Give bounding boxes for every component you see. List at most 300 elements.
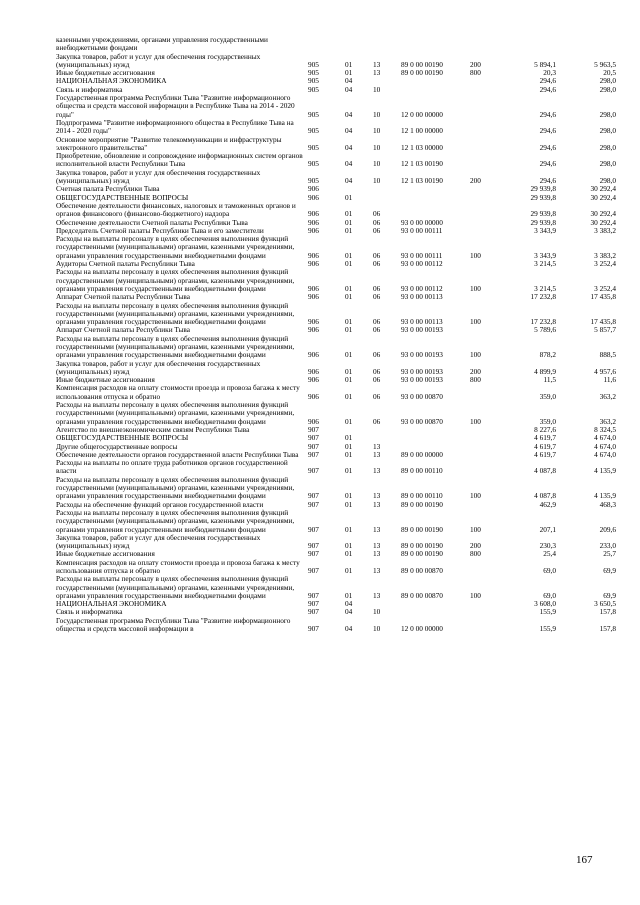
row-subsection: 06 xyxy=(373,260,381,269)
row-ved: 905 xyxy=(308,126,319,136)
table-row xyxy=(56,260,616,268)
row-section: 01 xyxy=(345,550,353,559)
row-amount-year2: 3 650,5 xyxy=(594,600,616,609)
table-row xyxy=(56,293,616,301)
row-ved: 907 xyxy=(308,566,319,575)
row-name: Приобретение, обновление и сопровождение информационных систем органов исполнительной власти Республики Тыва xyxy=(56,152,303,169)
row-subsection xyxy=(373,194,401,202)
row-ved: 906 xyxy=(308,350,319,360)
row-name: Расходы на выплаты персоналу в целях обеспечения выполнения функций государственными (муниципальными) органами, казенными учреждениями, органами управления государственными внебюджетными фондами xyxy=(56,401,295,426)
row-amount-year1: 207,1 xyxy=(539,524,556,534)
row-name: Подпрограмма "Развитие информационного общества в Республике Тыва на 2014 - 2020 годы" xyxy=(56,118,294,136)
row-name: Компенсация расходов на оплату стоимости проезда и провоза багажа к месту использования отпуска и обратно xyxy=(56,384,300,401)
row-name: Обеспечение деятельности органов государственной власти Республики Тыва xyxy=(56,450,299,459)
row-target-article: 93 0 00 00112 xyxy=(401,260,443,269)
row-amount-year2: 17 435,8 xyxy=(590,317,616,327)
row-section: 04 xyxy=(345,77,353,86)
row-expense-type xyxy=(470,293,503,301)
row-name: Расходы на выплаты персоналу в целях обеспечения выполнения функций государственными (муниципальными) органами, казенными учреждениями, органами управления государственными внебюджетными фондами xyxy=(56,235,295,260)
row-subsection: 06 xyxy=(373,250,381,260)
row-name: Расходы на обеспечение функций органов государственной власти xyxy=(56,500,264,509)
row-name: Счетная палата Республики Тыва xyxy=(56,185,160,194)
row-target-article xyxy=(401,600,470,608)
row-target-article: 12 1 03 00000 xyxy=(401,142,443,152)
row-expense-type xyxy=(470,119,503,136)
row-amount-year2: 298,0 xyxy=(599,176,616,186)
row-section: 01 xyxy=(345,541,353,551)
row-subsection: 13 xyxy=(373,466,381,476)
table-row xyxy=(56,559,616,576)
row-amount-year1: 4 619,7 xyxy=(534,442,556,451)
row-subsection: 06 xyxy=(373,391,381,401)
row-name: Аппарат Счетной палаты Республики Тыва xyxy=(56,293,191,302)
row-section: 01 xyxy=(345,566,353,575)
table-row xyxy=(56,434,616,442)
table-row xyxy=(56,451,616,459)
row-amount-year1: 155,9 xyxy=(539,624,556,634)
row-section: 01 xyxy=(345,293,353,302)
row-name: Расходы на выплаты по оплате труда работников органов государственной власти xyxy=(56,459,288,476)
row-target-article: 12 0 00 00000 xyxy=(401,624,443,634)
row-amount-year1: 294,6 xyxy=(539,126,556,136)
row-amount-year1: 29 939,8 xyxy=(530,209,556,219)
row-name: Расходы на выплаты персоналу в целях обеспечения выполнения функций государственными (муниципальными) органами, казенными учреждениями, органами управления государственными внебюджетными фондами xyxy=(56,301,295,327)
table-row xyxy=(56,617,616,634)
row-name: Другие общегосударственные вопросы xyxy=(56,442,178,451)
row-amount-year2: 363,2 xyxy=(599,416,616,426)
row-subsection xyxy=(373,426,401,434)
row-section: 04 xyxy=(345,624,353,634)
row-name: Агентство по внешнеэкономическим связям Республики Тыва xyxy=(56,425,250,434)
row-amount-year2: 298,0 xyxy=(599,77,616,86)
row-ved xyxy=(308,36,345,53)
row-ved: 906 xyxy=(308,391,319,401)
row-section: 01 xyxy=(345,416,353,426)
row-subsection: 06 xyxy=(373,350,381,360)
row-subsection: 10 xyxy=(373,608,381,617)
row-expense-type xyxy=(470,202,503,219)
row-expense-type: 200 xyxy=(470,176,481,186)
row-subsection: 13 xyxy=(373,541,381,551)
row-subsection: 06 xyxy=(373,366,381,376)
row-target-article: 93 0 00 00111 xyxy=(401,250,443,260)
row-expense-type: 100 xyxy=(470,250,481,260)
row-amount-year2: 30 292,4 xyxy=(590,185,616,194)
row-amount-year2: 5 857,7 xyxy=(594,326,616,335)
row-subsection: 06 xyxy=(373,209,381,219)
row-expense-type: 200 xyxy=(470,59,481,69)
row-name: Расходы на выплаты персоналу в целях обеспечения выполнения функций государственными (муниципальными) органами, казенными учреждениями, органами управления государственными внебюджетными фондами xyxy=(56,575,295,600)
table-row xyxy=(56,509,616,534)
row-ved: 906 xyxy=(308,293,319,302)
row-amount-year2: 4 674,0 xyxy=(594,442,616,451)
row-target-article: 93 0 00 00193 xyxy=(401,366,443,376)
row-name: Закупка товаров, работ и услуг для обеспечения государственных (муниципальных) нужд xyxy=(56,168,261,186)
row-name: Основное мероприятие "Развитие телекоммуникации и инфраструктуры электронного правительства" xyxy=(56,135,282,152)
row-ved: 906 xyxy=(308,250,319,260)
row-amount-year1: 5 894,1 xyxy=(534,59,556,69)
row-section: 04 xyxy=(345,608,353,617)
row-subsection: 10 xyxy=(373,109,381,119)
row-ved: 906 xyxy=(308,326,319,335)
row-target-article: 93 0 00 00193 xyxy=(401,326,443,335)
row-ved: 906 xyxy=(308,185,319,194)
row-amount-year2: 25,7 xyxy=(603,550,616,559)
row-section xyxy=(345,426,373,434)
row-section: 01 xyxy=(345,209,353,219)
row-target-article: 12 1 03 00190 xyxy=(401,159,443,169)
row-target-article xyxy=(401,426,470,434)
row-target-article: 93 0 00 00113 xyxy=(401,293,443,302)
row-target-article: 89 0 00 00870 xyxy=(401,566,443,575)
row-amount-year1: 5 789,6 xyxy=(534,326,556,335)
table-row xyxy=(56,384,616,401)
row-subsection: 13 xyxy=(373,590,381,600)
row-section: 01 xyxy=(345,590,353,600)
row-expense-type: 800 xyxy=(470,376,481,385)
row-section: 01 xyxy=(345,59,353,69)
row-expense-type xyxy=(470,443,503,451)
row-amount-year2: 363,2 xyxy=(599,391,616,401)
row-amount-year1: 294,6 xyxy=(539,85,556,94)
row-subsection: 06 xyxy=(373,293,381,302)
row-expense-type: 200 xyxy=(470,366,481,376)
row-expense-type xyxy=(470,434,503,442)
row-expense-type xyxy=(470,260,503,268)
table-row xyxy=(56,94,616,119)
row-ved: 906 xyxy=(308,193,319,202)
row-target-article xyxy=(401,77,470,85)
row-subsection: 06 xyxy=(373,416,381,426)
row-section: 01 xyxy=(345,260,353,269)
row-expense-type xyxy=(470,501,503,509)
row-amount-year2: 4 674,0 xyxy=(594,434,616,443)
row-name: Аудиторы Счетной палаты Республики Тыва xyxy=(56,260,195,269)
row-section: 04 xyxy=(345,85,353,94)
row-ved: 906 xyxy=(308,283,319,293)
row-ved: 905 xyxy=(308,159,319,169)
row-amount-year1: 230,3 xyxy=(539,541,556,551)
row-ved: 905 xyxy=(308,69,319,78)
row-target-article: 89 0 00 00190 xyxy=(401,500,443,509)
row-amount-year2: 30 292,4 xyxy=(590,218,616,227)
row-subsection: 13 xyxy=(373,450,381,459)
row-expense-type xyxy=(470,219,503,227)
table-row xyxy=(56,86,616,94)
row-amount-year2: 298,0 xyxy=(599,109,616,119)
row-amount-year2: 17 435,8 xyxy=(590,293,616,302)
row-expense-type: 100 xyxy=(470,590,481,600)
row-target-article: 93 0 00 00193 xyxy=(401,350,443,360)
row-ved: 907 xyxy=(308,466,319,476)
row-name: Закупка товаров, работ и услуг для обеспечения государственных (муниципальных) нужд xyxy=(56,533,261,551)
table-row xyxy=(56,202,616,219)
row-amount-year2: 5 963,5 xyxy=(594,59,616,69)
row-ved: 905 xyxy=(308,77,319,86)
row-name: Иные бюджетные ассигнования xyxy=(56,376,155,385)
row-target-article: 89 0 00 00110 xyxy=(401,466,443,476)
row-amount-year1: 3 214,5 xyxy=(534,260,556,269)
row-target-article: 93 0 00 00113 xyxy=(401,317,443,327)
row-expense-type: 100 xyxy=(470,350,481,360)
budget-table xyxy=(56,36,616,633)
table-row xyxy=(56,534,616,551)
row-amount-year2: 3 383,2 xyxy=(594,250,616,260)
row-section: 04 xyxy=(345,176,353,186)
row-target-article: 89 0 00 00000 xyxy=(401,450,443,459)
row-amount-year1: 29 939,8 xyxy=(530,193,556,202)
row-subsection: 10 xyxy=(373,624,381,634)
row-subsection: 06 xyxy=(373,226,381,235)
row-amount-year2: 30 292,4 xyxy=(590,193,616,202)
table-row xyxy=(56,326,616,334)
row-subsection: 06 xyxy=(373,283,381,293)
row-ved: 905 xyxy=(308,176,319,186)
table-row xyxy=(56,575,616,600)
row-amount-year1: 294,6 xyxy=(539,109,556,119)
row-ved: 906 xyxy=(308,376,319,385)
row-ved: 906 xyxy=(308,366,319,376)
row-ved: 907 xyxy=(308,550,319,559)
row-section: 01 xyxy=(345,69,353,78)
row-target-article xyxy=(401,434,470,442)
row-amount-year1: 294,6 xyxy=(539,142,556,152)
row-expense-type: 100 xyxy=(470,524,481,534)
row-target-article xyxy=(401,185,470,193)
row-section: 01 xyxy=(345,434,353,443)
row-ved: 906 xyxy=(308,209,319,219)
row-ved: 907 xyxy=(308,450,319,459)
table-row xyxy=(56,119,616,136)
row-target-article: 93 0 00 00870 xyxy=(401,391,443,401)
table-row xyxy=(56,501,616,509)
row-amount-year2: 298,0 xyxy=(599,142,616,152)
row-amount-year2: 4 135,9 xyxy=(594,466,616,476)
row-amount-year1: 294,6 xyxy=(539,176,556,186)
row-amount-year2: 298,0 xyxy=(599,159,616,169)
row-amount-year1: 3 214,5 xyxy=(534,283,556,293)
row-expense-type xyxy=(470,559,503,576)
row-section: 01 xyxy=(345,524,353,534)
row-ved: 907 xyxy=(308,434,319,443)
table-row xyxy=(56,459,616,476)
row-subsection: 06 xyxy=(373,376,381,385)
row-target-article: 89 0 00 00190 xyxy=(401,524,443,534)
row-section: 04 xyxy=(345,126,353,136)
row-amount-year2: 69,9 xyxy=(603,566,616,575)
row-name: казенными учреждениями, органами управления государственными внебюджетными фондами xyxy=(56,36,268,53)
row-amount-year2: 157,8 xyxy=(599,608,616,617)
row-amount-year2: 20,5 xyxy=(603,69,616,78)
table-row xyxy=(56,194,616,202)
row-ved: 907 xyxy=(308,600,319,609)
row-subsection: 06 xyxy=(373,326,381,335)
row-section: 01 xyxy=(345,193,353,202)
row-amount-year1: 294,6 xyxy=(539,159,556,169)
table-row xyxy=(56,401,616,426)
row-ved: 906 xyxy=(308,260,319,269)
row-section: 04 xyxy=(345,600,353,609)
table-row xyxy=(56,219,616,227)
row-subsection xyxy=(373,77,401,85)
row-amount-year1: 359,0 xyxy=(539,391,556,401)
row-amount-year1: 3 343,9 xyxy=(534,226,556,235)
row-expense-type xyxy=(470,77,503,85)
row-amount-year1: 4 087,8 xyxy=(534,466,556,476)
row-amount-year2: 888,5 xyxy=(599,350,616,360)
row-section: 01 xyxy=(345,450,353,459)
row-amount-year2: 209,6 xyxy=(599,524,616,534)
row-ved: 906 xyxy=(308,218,319,227)
row-amount-year1: 4 899,9 xyxy=(534,366,556,376)
row-expense-type: 100 xyxy=(470,491,481,501)
row-section: 01 xyxy=(345,283,353,293)
row-name: Аппарат Счетной палаты Республики Тыва xyxy=(56,326,191,335)
row-amount-year2: 3 252,4 xyxy=(594,283,616,293)
row-section: 01 xyxy=(345,391,353,401)
row-expense-type xyxy=(470,600,503,608)
table-row xyxy=(56,77,616,85)
row-name: Государственная программа Республики Тыва "Развитие информационного общества и средств массовой информации в xyxy=(56,616,291,634)
row-amount-year1: 17 232,8 xyxy=(530,317,556,327)
row-amount-year2: 3 252,4 xyxy=(594,260,616,269)
row-target-article xyxy=(401,194,470,202)
row-expense-type xyxy=(470,185,503,193)
row-subsection: 06 xyxy=(373,218,381,227)
row-amount-year2: 157,8 xyxy=(599,624,616,634)
row-section: 01 xyxy=(345,226,353,235)
row-subsection: 13 xyxy=(373,442,381,451)
row-expense-type: 800 xyxy=(470,550,481,559)
row-name: Компенсация расходов на оплату стоимости проезда и провоза багажа к месту использования отпуска и обратно xyxy=(56,558,300,575)
table-row xyxy=(56,550,616,558)
row-amount-year1: 3 343,9 xyxy=(534,250,556,260)
table-row xyxy=(56,376,616,384)
table-row xyxy=(56,36,616,53)
row-subsection: 06 xyxy=(373,317,381,327)
row-target-article: 89 0 00 00190 xyxy=(401,541,443,551)
table-row xyxy=(56,426,616,434)
row-expense-type xyxy=(470,426,503,434)
row-target-article: 89 0 00 00870 xyxy=(401,590,443,600)
row-expense-type xyxy=(470,459,503,476)
row-section: 01 xyxy=(345,317,353,327)
row-target-article: 93 0 00 00111 xyxy=(401,226,443,235)
row-amount-year2: 4 674,0 xyxy=(594,450,616,459)
row-subsection: 10 xyxy=(373,85,381,94)
row-target-article xyxy=(401,36,470,53)
table-row xyxy=(56,268,616,293)
row-subsection xyxy=(373,600,401,608)
row-amount-year1: 294,6 xyxy=(539,77,556,86)
row-amount-year2: 468,3 xyxy=(599,500,616,509)
row-expense-type xyxy=(470,617,503,634)
row-expense-type xyxy=(470,451,503,459)
row-amount-year1: 4 619,7 xyxy=(534,434,556,443)
row-target-article: 93 0 00 00870 xyxy=(401,416,443,426)
row-ved: 907 xyxy=(308,608,319,617)
row-expense-type xyxy=(470,136,503,153)
row-target-article: 89 0 00 00110 xyxy=(401,491,443,501)
row-section: 01 xyxy=(345,491,353,501)
row-name: Связь и информатика xyxy=(56,85,123,94)
row-subsection: 13 xyxy=(373,491,381,501)
row-target-article: 12 0 00 00000 xyxy=(401,109,443,119)
row-expense-type: 100 xyxy=(470,416,481,426)
row-section: 01 xyxy=(345,350,353,360)
row-amount-year1: 29 939,8 xyxy=(530,185,556,194)
row-expense-type xyxy=(470,86,503,94)
row-ved: 905 xyxy=(308,109,319,119)
row-amount-year2: 4 957,6 xyxy=(594,366,616,376)
row-section: 01 xyxy=(345,250,353,260)
row-expense-type xyxy=(470,152,503,169)
row-name: Иные бюджетные ассигнования xyxy=(56,69,155,78)
row-expense-type xyxy=(470,227,503,235)
row-subsection xyxy=(373,36,401,53)
row-subsection: 13 xyxy=(373,59,381,69)
row-expense-type: 100 xyxy=(470,283,481,293)
row-expense-type: 800 xyxy=(470,69,481,78)
row-name: Иные бюджетные ассигнования xyxy=(56,550,155,559)
row-section: 01 xyxy=(345,218,353,227)
table-row xyxy=(56,600,616,608)
row-expense-type xyxy=(470,384,503,401)
row-name: НАЦИОНАЛЬНАЯ ЭКОНОМИКА xyxy=(56,77,167,86)
row-amount-year1: 25,4 xyxy=(543,550,556,559)
row-ved: 905 xyxy=(308,59,319,69)
row-target-article xyxy=(401,202,470,219)
table-row xyxy=(56,53,616,70)
page-number: 167 xyxy=(576,854,593,866)
table-row xyxy=(56,136,616,153)
row-amount-year2 xyxy=(556,36,616,53)
row-name: Связь и информатика xyxy=(56,608,123,617)
row-subsection xyxy=(373,434,401,442)
row-target-article: 89 0 00 00190 xyxy=(401,69,443,78)
row-name: ОБЩЕГОСУДАРСТВЕННЫЕ ВОПРОСЫ xyxy=(56,434,189,443)
row-section: 01 xyxy=(345,466,353,476)
row-amount-year2: 233,0 xyxy=(599,541,616,551)
row-section xyxy=(345,36,373,53)
table-row xyxy=(56,302,616,327)
row-target-article: 93 0 00 00112 xyxy=(401,283,443,293)
row-expense-type: 100 xyxy=(470,317,481,327)
row-expense-type: 200 xyxy=(470,541,481,551)
row-section: 01 xyxy=(345,376,353,385)
row-subsection: 13 xyxy=(373,524,381,534)
row-name: Председатель Счетной палаты Республики Тыва и его заместители xyxy=(56,226,264,235)
row-amount-year1: 8 227,6 xyxy=(534,425,556,434)
row-ved: 906 xyxy=(308,416,319,426)
row-expense-type xyxy=(470,94,503,119)
row-amount-year1: 878,2 xyxy=(539,350,556,360)
row-name: НАЦИОНАЛЬНАЯ ЭКОНОМИКА xyxy=(56,600,167,609)
table-row xyxy=(56,235,616,260)
row-target-article: 93 0 00 00000 xyxy=(401,218,443,227)
row-amount-year1: 3 608,0 xyxy=(534,600,556,609)
row-ved: 907 xyxy=(308,590,319,600)
row-expense-type xyxy=(470,326,503,334)
row-amount-year1: 359,0 xyxy=(539,416,556,426)
table-row xyxy=(56,476,616,501)
row-amount-year2: 298,0 xyxy=(599,85,616,94)
table-row xyxy=(56,169,616,186)
row-amount-year2: 298,0 xyxy=(599,126,616,136)
row-amount-year1: 462,9 xyxy=(539,500,556,509)
row-subsection: 10 xyxy=(373,126,381,136)
row-expense-type xyxy=(470,608,503,616)
